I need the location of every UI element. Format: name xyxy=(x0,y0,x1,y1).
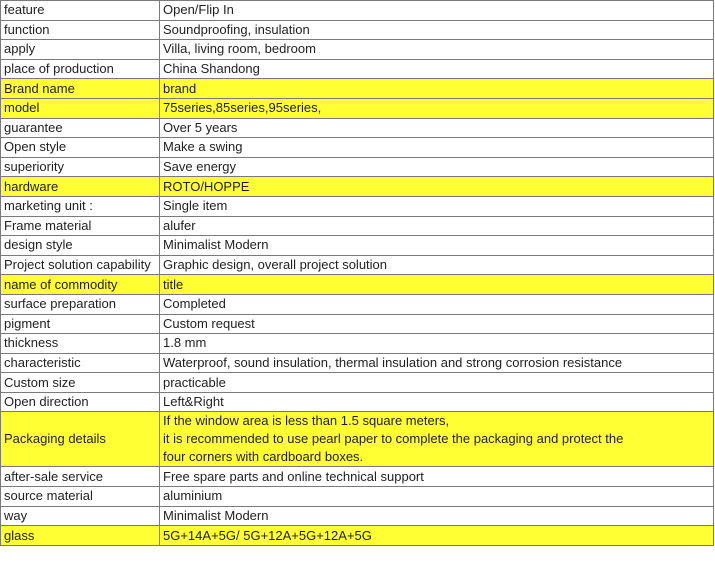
spec-key-cell: thickness xyxy=(1,334,160,354)
table-row xyxy=(1,157,714,177)
table-row xyxy=(1,138,714,158)
spec-key-cell: characteristic xyxy=(1,353,160,373)
spec-value-cell: Minimalist Modern xyxy=(160,236,714,256)
table-row xyxy=(1,373,714,393)
spec-value-cell: 5G+14A+5G/ 5G+12A+5G+12A+5G xyxy=(160,526,714,546)
table-row-highlighted xyxy=(1,177,714,197)
spec-value-cell: alufer xyxy=(160,216,714,236)
spec-key-cell: Project solution capability xyxy=(1,255,160,275)
spec-value-cell: Minimalist Modern xyxy=(160,506,714,526)
packaging-line: If the window area is less than 1.5 square meters, xyxy=(163,413,450,429)
spec-value-cell: 75series,85series,95series, xyxy=(160,98,714,118)
table-row xyxy=(1,59,714,79)
table-row xyxy=(1,255,714,275)
table-row-highlighted xyxy=(1,275,714,295)
table-row xyxy=(1,487,714,507)
spec-key-cell: way xyxy=(1,506,160,526)
table-row xyxy=(1,196,714,216)
spec-value-cell: Save energy xyxy=(160,157,714,177)
spec-value-cell: Single item xyxy=(160,196,714,216)
spec-key-cell: apply xyxy=(1,40,160,60)
table-row xyxy=(1,20,714,40)
table-row xyxy=(1,1,714,21)
spec-key-cell: Packaging details xyxy=(1,412,160,467)
spec-value-cell: Completed xyxy=(160,294,714,314)
spec-value-cell: Over 5 years xyxy=(160,118,714,138)
table-row xyxy=(1,118,714,138)
spec-value-cell: China Shandong xyxy=(160,59,714,79)
spec-value-cell: ROTO/HOPPE xyxy=(160,177,714,197)
spec-value-cell xyxy=(160,412,714,467)
spec-key-cell: marketing unit : xyxy=(1,196,160,216)
spec-key-cell: surface preparation xyxy=(1,294,160,314)
table-row xyxy=(1,334,714,354)
spec-key-cell: Open direction xyxy=(1,392,160,412)
table-row-highlighted xyxy=(1,98,714,118)
table-row xyxy=(1,236,714,256)
spec-value-cell: Custom request xyxy=(160,314,714,334)
spec-key-cell: superiority xyxy=(1,157,160,177)
table-row xyxy=(1,40,714,60)
spec-key-cell: Frame material xyxy=(1,216,160,236)
table-row-highlighted xyxy=(1,412,714,467)
table-row xyxy=(1,467,714,487)
spec-value-cell: aluminium xyxy=(160,487,714,507)
table-row xyxy=(1,314,714,334)
spec-value-cell: Graphic design, overall project solution xyxy=(160,255,714,275)
spec-key-cell: pigment xyxy=(1,314,160,334)
spec-key-cell: feature xyxy=(1,1,160,21)
table-row xyxy=(1,294,714,314)
packaging-line: it is recommended to use pearl paper to complete the packaging and protect the xyxy=(163,431,624,447)
spec-value-cell: Soundproofing, insulation xyxy=(160,20,714,40)
spec-value-cell: Left&Right xyxy=(160,392,714,412)
spec-key-cell: design style xyxy=(1,236,160,256)
spec-key-cell: Brand name xyxy=(1,79,160,99)
table-row-highlighted xyxy=(1,526,714,546)
spec-key-cell: glass xyxy=(1,526,160,546)
spec-key-cell: function xyxy=(1,20,160,40)
spec-value-cell: Make a swing xyxy=(160,138,714,158)
spec-key-cell: place of production xyxy=(1,59,160,79)
spec-key-cell: source material xyxy=(1,487,160,507)
spec-value-cell: practicable xyxy=(160,373,714,393)
spec-value-cell: brand xyxy=(160,79,714,99)
spec-key-cell: model xyxy=(1,98,160,118)
table-row xyxy=(1,506,714,526)
spec-value-cell: 1.8 mm xyxy=(160,334,714,354)
table-row-highlighted xyxy=(1,79,714,99)
table-row xyxy=(1,392,714,412)
table-row xyxy=(1,216,714,236)
spec-value-cell: Waterproof, sound insulation, thermal insulation and strong corrosion resistance xyxy=(160,353,714,373)
spec-value-cell: Open/Flip In xyxy=(160,1,714,21)
spec-key-cell: guarantee xyxy=(1,118,160,138)
spec-value-cell: Free spare parts and online technical support xyxy=(160,467,714,487)
spec-value-cell: Villa, living room, bedroom xyxy=(160,40,714,60)
spec-key-cell: Open style xyxy=(1,138,160,158)
spec-key-cell: hardware xyxy=(1,177,160,197)
spec-key-cell: after-sale service xyxy=(1,467,160,487)
packaging-line: four corners with cardboard boxes. xyxy=(163,449,364,465)
spec-table-body xyxy=(1,1,714,546)
table-row xyxy=(1,353,714,373)
spec-key-cell: Custom size xyxy=(1,373,160,393)
spec-key-cell: name of commodity xyxy=(1,275,160,295)
spec-value-cell: title xyxy=(160,275,714,295)
